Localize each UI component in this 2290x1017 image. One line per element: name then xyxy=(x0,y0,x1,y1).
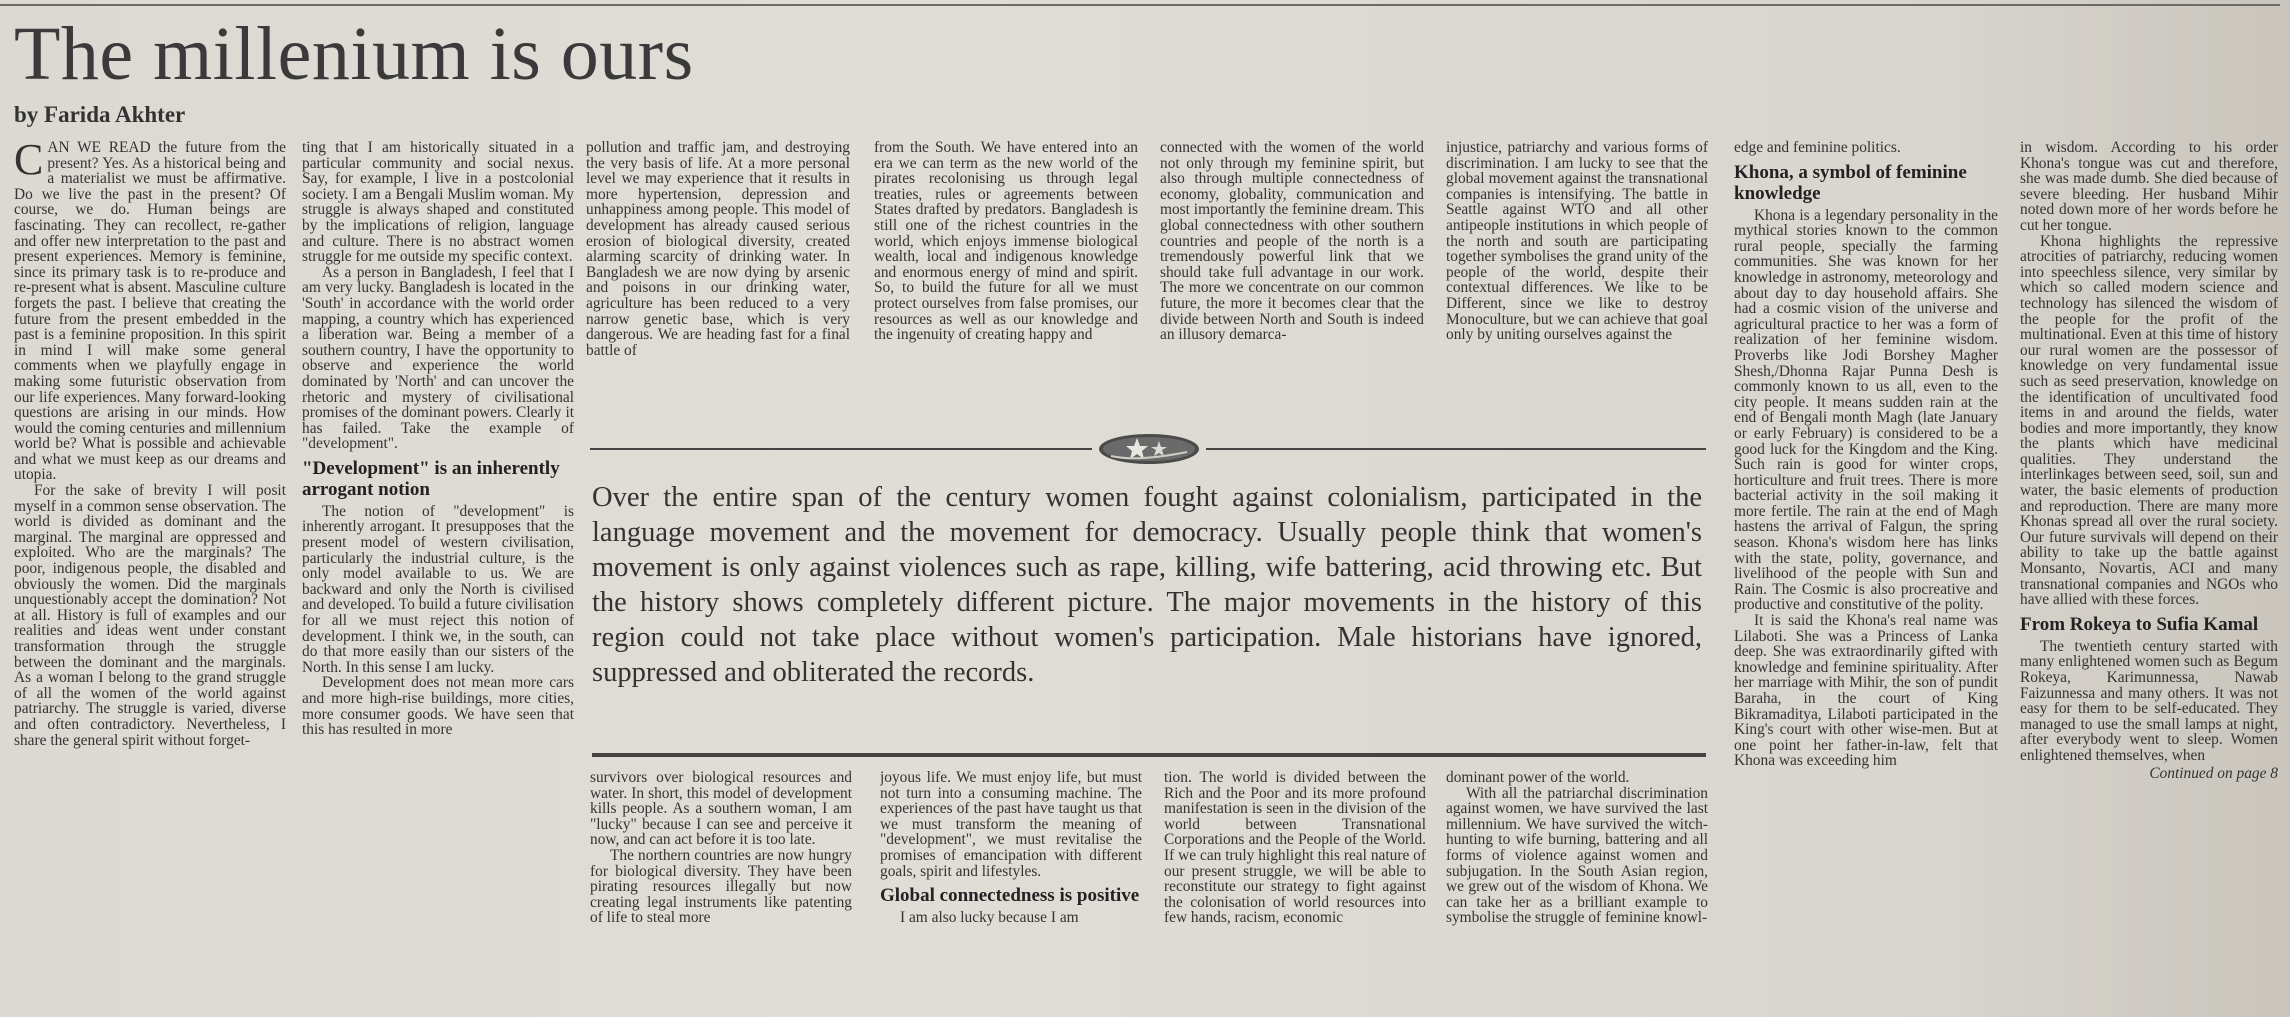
article-column-3 xyxy=(586,140,850,426)
lower-column-3 xyxy=(590,770,852,1015)
drop-cap: C xyxy=(14,140,44,184)
article-column-6 xyxy=(1446,140,1708,426)
pullquote-top-rule xyxy=(590,448,1092,450)
lower-column-6 xyxy=(1446,770,1708,1015)
paragraph: As a person in Bangladesh, I feel that I am very lucky. Bangladesh is located in the 'South' in accordance with the world order mapping, a country which has experienced a liberation war. Being a member of a southern country, I have the opportunity to observe and experience the world dominated by 'North' and can uncover the rhetoric and mystery of civilisational promises of the dominant powers. Clearly it has failed. Take the example of "development". xyxy=(302,263,574,453)
paragraph: The twentieth century started with many enlightened women such as Begum Rokeya, Karimunnessa, Nawab Faizunnessa and many others. It was not easy for them to be self-educated. They managed to use the small lamps at night, after everybody went to sleep. Women enlightened themselves, when xyxy=(2020,637,2278,764)
article-column-1 xyxy=(14,140,286,1015)
subhead: Global connectedness is positive xyxy=(880,885,1140,907)
paragraph: The notion of "development" is inherently arrogant. It presupposes that the present model of western civilisation, particularly the industrial culture, is the only model available to us. We are backward and only the North is civilised and developed. To build a future civilisation for all we must reject this notion of development. I think we, in the south, can do that more easily than our sisters of the North. In this sense I am lucky. xyxy=(302,502,574,676)
paragraph: pollution and traffic jam, and destroying the very basis of life. At a more personal level we may experience that it results in more hypertension, depression and unhappiness among people. This model of development has already caused serious erosion of biological diversity, created alarming scarcity of drinking water. In Bangladesh we are now dying by arsenic and poisons in our drinking water, agriculture has been reduced to a very narrow genetic base, which is very dangerous. We are heading fast for a final battle of xyxy=(586,140,850,359)
paragraph: from the South. We have entered into an era we can term as the new world of the pirates recolonising us through legal treaties, rules or agreements between States drafted by predators. Bangladesh is still one of the richest countries in the world, which enjoys immense biological wealth, local and indigenous knowledge and enormous energy of mind and spirit. So, to build the future for all we must protect ourselves from false promises, our resources as well as our knowledge and the ingenuity of creating happy and xyxy=(874,140,1138,344)
lower-column-4 xyxy=(880,770,1142,1015)
paragraph: dominant power of the world. xyxy=(1446,770,1630,786)
paragraph: The northern countries are now hungry for biological diversity. They have been pirating resources illegally but now creating legal instruments like patenting of life to steal more xyxy=(590,846,852,927)
paragraph: survivors over biological resources and water. In short, this model of development kills people. As a southern woman, I am "lucky" because I can see and perceive it now, and can act before it is too late. xyxy=(590,770,852,849)
lower-column-5 xyxy=(1164,770,1426,1015)
article-column-4 xyxy=(874,140,1138,426)
byline: by Farida Akhter xyxy=(14,102,186,127)
article-column-5 xyxy=(1160,140,1424,426)
article-column-8 xyxy=(2020,140,2278,1015)
paragraph: With all the patriarchal discrimination against women, we have survived the last millennium. We have survived the witch-hunting to wife burning, battering and all forms of violence against women and subjugation. In the South Asian region, we grew out of the wisdom of Khona. We can take her as a brilliant example to symbolise the struggle of feminine knowl- xyxy=(1446,784,1708,927)
top-rule xyxy=(0,4,2280,6)
pullquote: Over the entire span of the century women fought against colonialism, participated in the language movement and the movement for democracy. Usually people think that women's movement is only against violences such as rape, killing, wife battering, acid throwing etc. But the history shows completely different picture. The major movements in the history of this region could not take place without women's participation. Male historians have ignored, suppressed and obliterated the records. xyxy=(592,482,1702,688)
paragraph: For the sake of brevity I will posit myself in a common sense observation. The world is divided as dominant and the marginal. The marginal are oppressed and exploited. Who are the marginals? The poor, indigenous people, the disabled and obviously the women. Did the marginals unquestionably accept the domination? Not at all. History is full of examples and our realities and ideas went under constant transformation through the struggle between the dominant and the marginals. As a woman I belong to the grand struggle of all the women of the world against patriarchy. The struggle is varied, diverse and often contradictory. Nevertheless, I share the general spirit without forget- xyxy=(14,482,286,749)
headline: The millenium is ours xyxy=(14,12,694,96)
subhead: Khona, a symbol of feminine knowledge xyxy=(1734,161,1967,204)
pullquote-bottom-rule xyxy=(592,753,1706,757)
paragraph: tion. The world is divided between the Rich and the Poor and its more profound manifestation is seen in the division of the world between Transnational Corporations and the People of the World. If we can truly highlight this real nature of our present struggle, we will be able to reconstitute our strategy to fight against the colonisation of world resources into few hands, racism, economic xyxy=(1164,770,1426,927)
paragraph: It is said the Khona's real name was Lilaboti. She was a Princess of Lanka deep. She was extraordinarily gifted with knowledge and feminine spirituality. After her marriage with Mihir, the son of pundit Baraha, in the court of King Bikramaditya, Lilaboti participated in the King's court with other wise-men. But at one point her father-in-law, felt that Khona was exceeding him xyxy=(1734,612,1998,770)
stars-emblem-icon xyxy=(1097,432,1201,466)
continued-on-page: Continued on page 8 xyxy=(2149,764,2278,782)
paragraph: in wisdom. According to his order Khona's tongue was cut and therefore, she was made dumb. She died because of severe bleeding. Her husband Mihir noted down more of her words before he cut her tongue. xyxy=(2020,140,2278,234)
article-column-7 xyxy=(1734,140,1998,1015)
pullquote-top-rule-right xyxy=(1206,448,1706,450)
paragraph: Development does not mean more cars and more high-rise buildings, more cities, more consumer goods. We have seen that this has resulted in more xyxy=(302,674,574,739)
subhead: From Rokeya to Sufia Kamal xyxy=(2020,613,2259,635)
article-column-2 xyxy=(302,140,574,1015)
paragraph: Khona is a legendary personality in the mythical stories known to the common rural people, specially the farming communities. She was known for her knowledge in astronomy, meteorology and about day to day household affairs. She had a cosmic vision of the universe and agricultural practice to her was a form of realization of her feminine wisdom. Proverbs like Jodi Borshey Magher Shesh,/Dhonna Rajar Punna Desh is commonly known to us all, even to the city people. It means sudden rain at the end of Bengali month Magh (late January or early February) is considered to be a good luck for the Kingdom and the King. Such rain is good for winter crops, horticulture and fruit trees. There is more bacterial activity in the soil making it more fertile. The rain at the end of Magh hastens the arrival of Falgun, the spring season. Khona's wisdom here has links with the state, polity, governance, and livelihood of the people with Sun and Rain. The Cosmic is also procreative and productive and constitutive of the polity. xyxy=(1734,206,1998,614)
paragraph: Khona highlights the repressive atrocities of patriarchy, reducing women into speechless silence, very similar by which so called modern science and technology has silenced the wisdom of the people for the profit of the multinational. Even at this time of history our rural women are the possessor of knowledge on very fundamental issue such as seed preservation, knowledge on the identification of uncultivated food items in and around the fields, water bodies and more importantly, they know the plants which have medicinal qualities. They understand the interlinkages between seed, soil, sun and water, the basic elements of production and reproduction. There are many more Khonas spread all over the rural society. Our future survivals will depend on their ability to take up the battle against Monsanto, Novartis, ACI and many transnational companies and NGOs who have allied with these forces. xyxy=(2020,232,2278,609)
paragraph: injustice, patriarchy and various forms of discrimination. I am lucky to see that the global movement against the transnational companies is intensifying. The battle in Seattle against WTO and all other antipeople institutions in which people of the north and south are participating together symbolises the grand unity of the people of the world, despite their contextual differences. We like to be Different, since we like to destroy Monoculture, but we can achieve that goal only by uniting ourselves against the xyxy=(1446,140,1708,344)
paragraph: CAN WE READ the future from the present? Yes. As a historical being and a materialist we must be affirmative. Do we live the past in the present? Of course, we do. Human beings are fascinating. They can recollect, re-gather and offer new interpretation to the past and present experiences. Memory is feminine, since its primary task is to re-produce and re-present what is absent. Masculine culture forgets the past. I believe that creating the future from the present embedded in the past is a feminine proposition. In this spirit in mind I will make some general comments when we playfully engage in making some futuristic observation from our life experiences. Many forward-looking questions are arising in our minds. How would the coming centuries and millennium world be? What is possible and achievable and what we must keep as our dreams and utopia. xyxy=(14,140,286,484)
paragraph: joyous life. We must enjoy life, but must not turn into a consuming machine. The experiences of the past have taught us that we must transform the meaning of "development", we must revitalise the promises of emancipation with different goals, spirit and lifestyles. xyxy=(880,770,1142,880)
paragraph: ting that I am historically situated in a particular community and social nexus. Say, for example, I live in a postcolonial society. I am a Bengali Muslim woman. My struggle is always shaped and constituted by the implications of religion, language and culture. There is no abstract women struggle for me outside my specific context. xyxy=(302,140,574,266)
subhead: "Development" is an inherently arrogant notion xyxy=(302,457,560,500)
paragraph: connected with the women of the world not only through my feminine spirit, but also through multiple connectedness of economy, globality, communication and most importantly the feminine dream. This global connectedness with other southern countries and people of the north is a tremendously powerful link that we should take full advantage in our work. The more we concentrate on our common future, the more it becomes clear that the divide between North and South is indeed an illusory demarca- xyxy=(1160,140,1424,344)
paragraph: edge and feminine politics. xyxy=(1734,140,1901,156)
paragraph: I am also lucky because I am xyxy=(900,909,1079,927)
